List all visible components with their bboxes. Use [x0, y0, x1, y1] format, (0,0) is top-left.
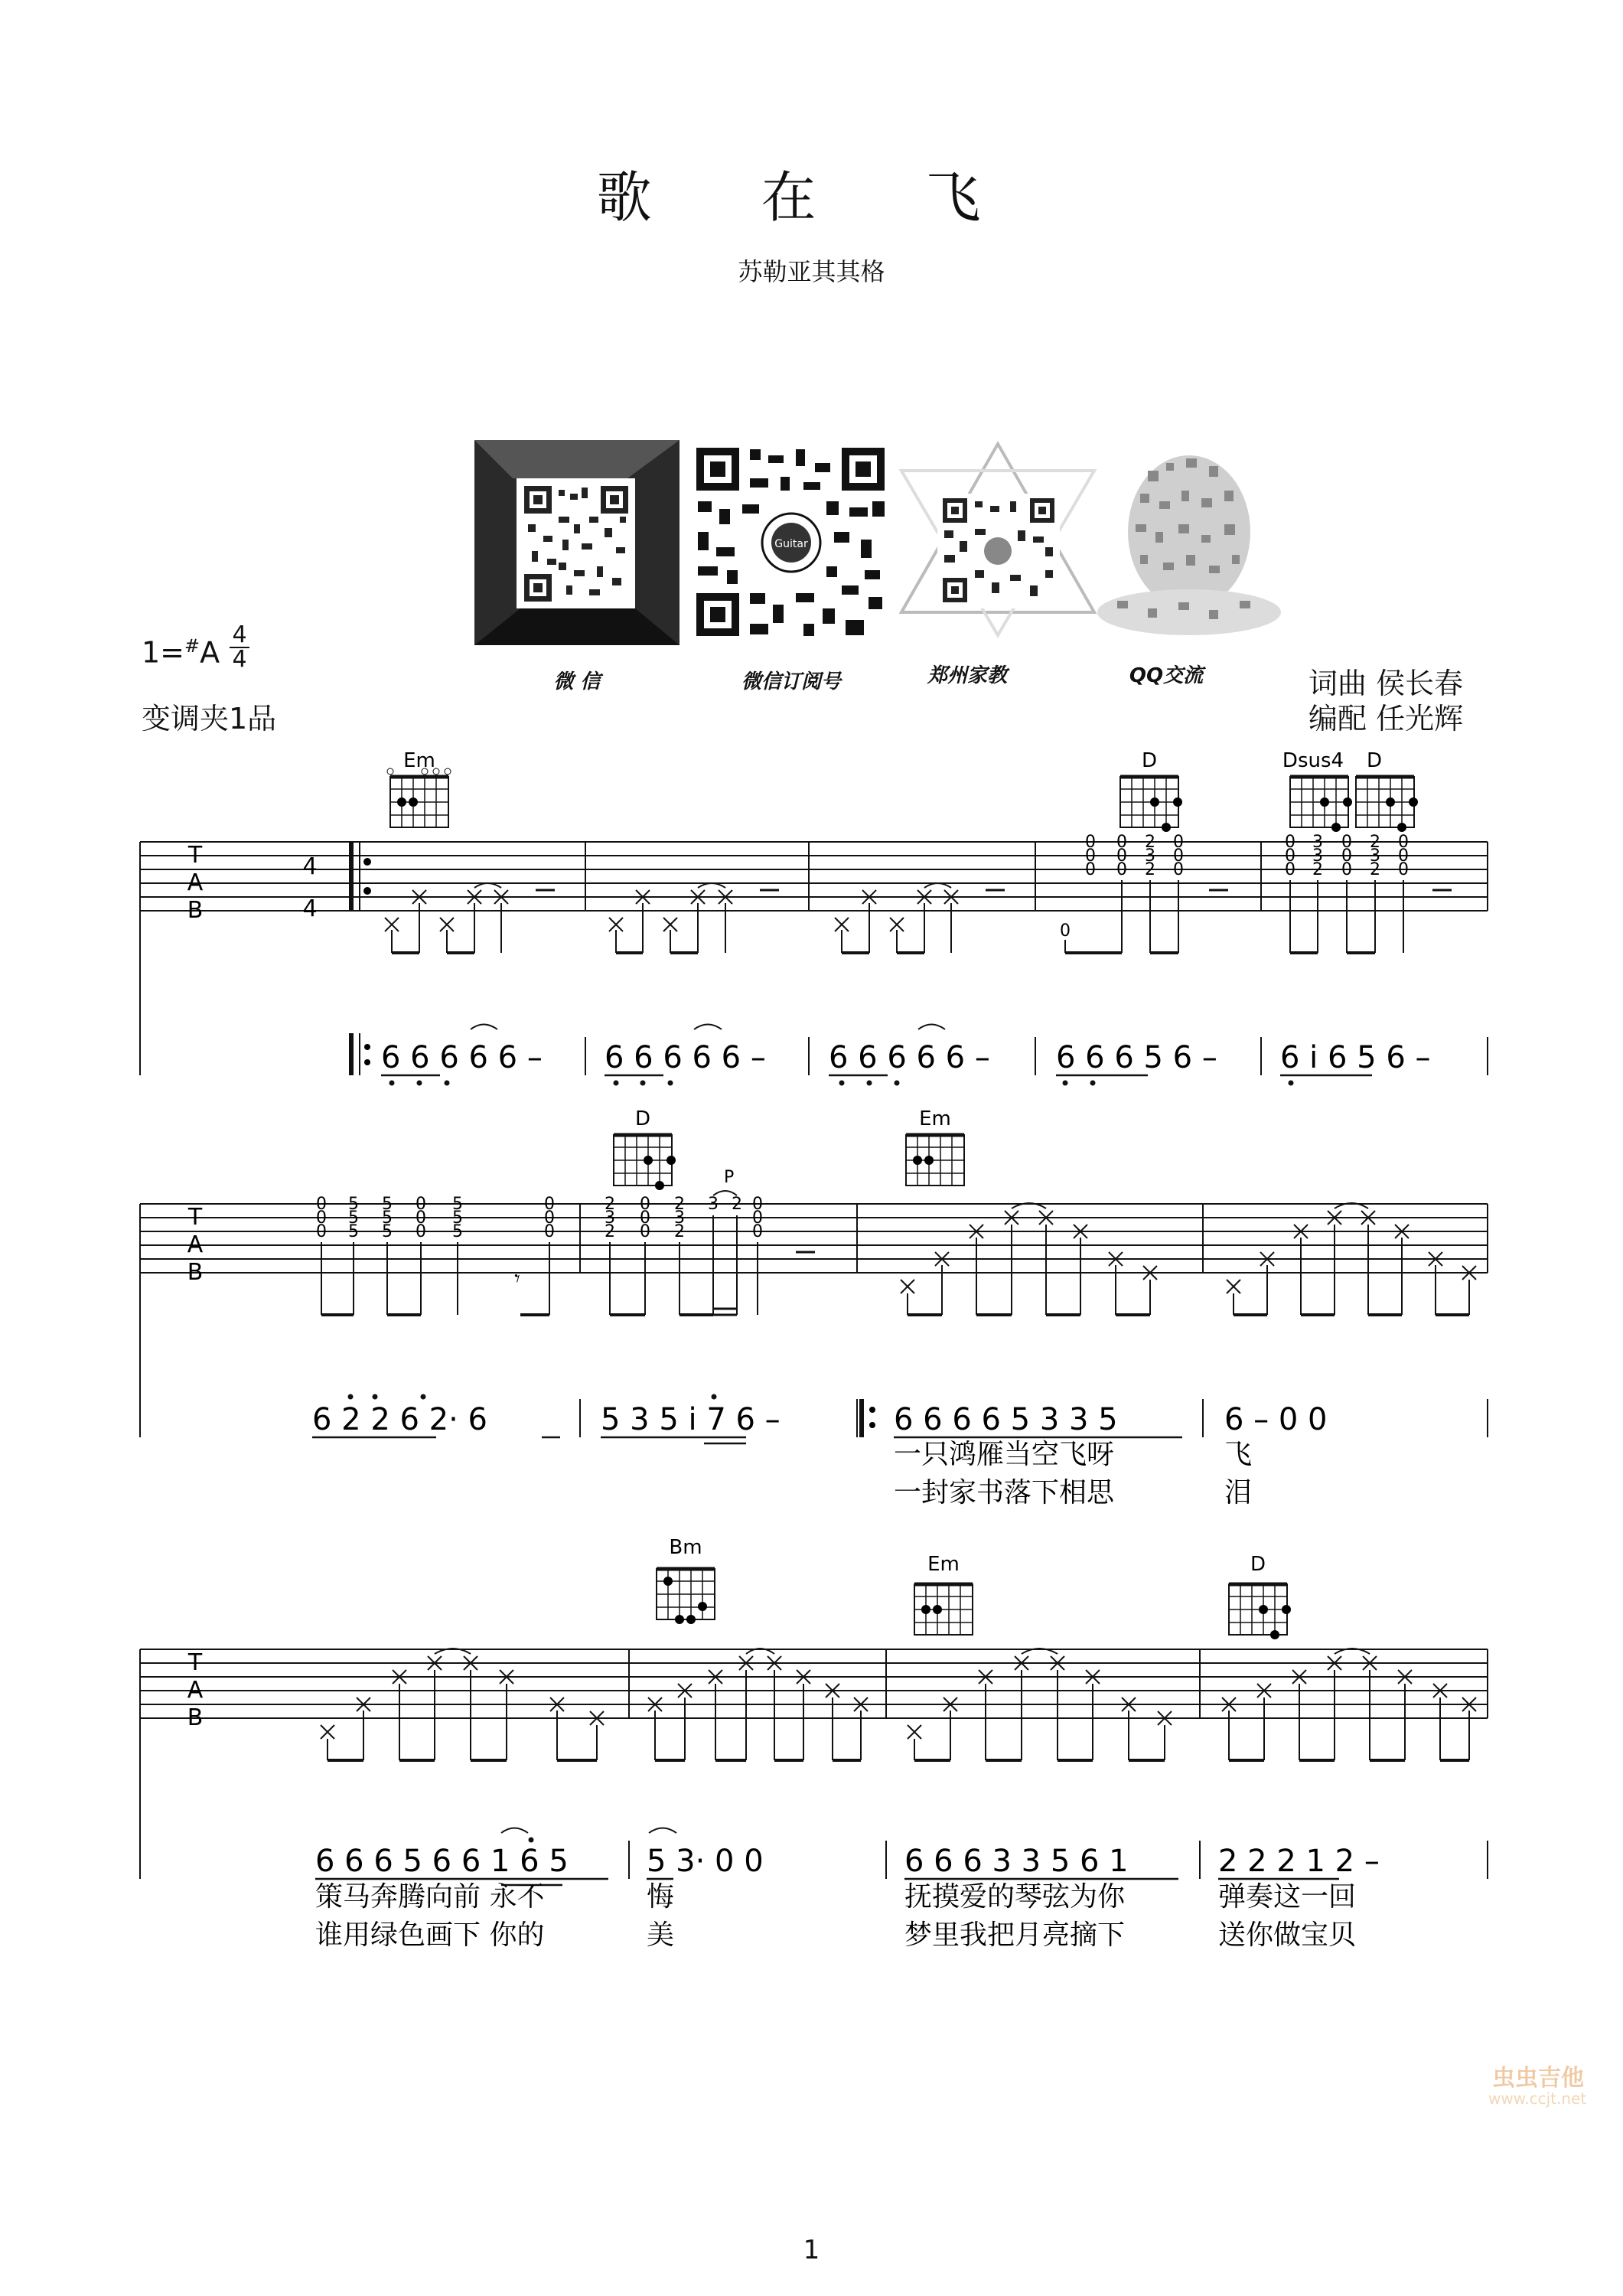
key-signature: 1=#A	[142, 635, 220, 670]
svg-text:B: B	[187, 1259, 204, 1286]
credit-arrangement: 编配 任光辉	[1309, 702, 1464, 735]
numbered-row-2	[312, 1394, 1488, 1509]
svg-text:0: 0	[1085, 846, 1096, 866]
svg-text:2: 2	[674, 1222, 685, 1241]
svg-text:0: 0	[752, 1195, 763, 1214]
svg-text:3: 3	[1312, 846, 1323, 866]
svg-text:5: 5	[382, 1222, 393, 1241]
lyric-line: 飞	[1224, 1439, 1253, 1470]
numbered-measure: 6 6 6 3 3 5 6 1	[904, 1844, 1129, 1879]
chord-em-2	[906, 1107, 964, 1186]
svg-text:0: 0	[1085, 833, 1096, 852]
numbered-row-3	[315, 1828, 1488, 1952]
chord-d-1b	[1356, 749, 1418, 832]
measure-5	[1285, 833, 1452, 953]
chord-d-1	[1120, 749, 1182, 832]
svg-text:Bm: Bm	[669, 1536, 702, 1559]
svg-text:0: 0	[1173, 846, 1184, 866]
capo: 变调夹1品	[142, 702, 277, 735]
lyric-line: 一只鸿雁当空飞呀	[894, 1439, 1115, 1470]
svg-text:0: 0	[544, 1208, 555, 1228]
lyric-line: 谁用绿色画下 你的	[315, 1919, 545, 1951]
svg-text:B: B	[187, 1704, 204, 1731]
svg-text:0: 0	[1398, 846, 1409, 866]
svg-text:0: 0	[1285, 846, 1295, 866]
numbered-row-1	[351, 1025, 1488, 1086]
numbered-measure: 6 6 6 6 6 –	[381, 1040, 543, 1075]
qr-label-qq: QQ交流	[1129, 664, 1204, 687]
svg-text:2: 2	[1312, 860, 1323, 879]
time-signature: 4 4	[230, 624, 249, 671]
svg-text:5: 5	[452, 1195, 463, 1214]
watermark-logo: 虫虫吉他	[1492, 2065, 1584, 2092]
lyric-line: 策马奔腾向前 永不	[315, 1881, 545, 1913]
measure-2	[609, 883, 779, 953]
svg-text:5: 5	[348, 1222, 359, 1241]
svg-text:D: D	[1366, 749, 1383, 772]
svg-text:0: 0	[1060, 921, 1071, 941]
svg-text:T: T	[187, 1204, 203, 1231]
numbered-measure: 6 – 0 0	[1224, 1402, 1328, 1437]
credit-lyrics-music: 词曲 侯长春	[1309, 667, 1464, 700]
lyric-line: 一封家书落下相思	[894, 1477, 1115, 1508]
svg-text:2: 2	[605, 1195, 615, 1214]
svg-text:0: 0	[416, 1195, 426, 1214]
watermark-url: www.ccjt.net	[1488, 2089, 1587, 2108]
lyric-line: 悔	[647, 1881, 675, 1913]
svg-text:0: 0	[1285, 860, 1295, 879]
svg-text:3: 3	[1370, 846, 1380, 866]
qr-label-zhengzhou: 郑州家教	[927, 664, 1007, 687]
svg-text:B: B	[187, 897, 204, 924]
pull-off-mark: P	[724, 1168, 735, 1187]
measure-4	[1060, 833, 1228, 953]
chord-bm	[657, 1536, 715, 1624]
numbered-measure: 6 i 6 5 6 –	[1280, 1040, 1431, 1075]
svg-text:0: 0	[1398, 833, 1409, 852]
svg-text:T: T	[187, 842, 203, 869]
measure-6	[316, 1195, 555, 1315]
svg-text:2: 2	[674, 1195, 685, 1214]
system-3	[140, 1536, 1488, 1951]
measure-3	[835, 883, 1005, 953]
svg-text:T: T	[187, 1649, 203, 1676]
numbered-measure: 2 2 2 1 2 –	[1218, 1844, 1380, 1879]
numbered-measure: 6 6 6 5 6 –	[1056, 1040, 1217, 1075]
numbered-measure: 6 6 6 6 6 –	[605, 1040, 766, 1075]
chord-dsus4	[1282, 749, 1352, 832]
svg-text:0: 0	[316, 1208, 327, 1228]
svg-text:2: 2	[1370, 860, 1380, 879]
numbered-measure: 6 6 6 5 6 6 1 6 5	[315, 1844, 569, 1879]
svg-text:Dsus4: Dsus4	[1282, 749, 1344, 772]
svg-text:3: 3	[708, 1195, 719, 1214]
svg-text:Em: Em	[919, 1107, 951, 1130]
svg-text:3: 3	[1145, 846, 1155, 866]
qr-label-subscription: 微信订阅号	[741, 670, 841, 693]
svg-text:0: 0	[1116, 860, 1127, 879]
svg-text:2: 2	[1145, 860, 1155, 879]
system-2	[140, 1107, 1488, 1508]
svg-text:0: 0	[316, 1222, 327, 1241]
svg-text:5: 5	[452, 1208, 463, 1228]
numbered-measure: 6 2 2 6 2· 6	[312, 1402, 487, 1437]
page-title: 歌 在 飞	[596, 165, 1027, 230]
svg-text:5: 5	[452, 1222, 463, 1241]
lyric-line: 送你做宝贝	[1218, 1919, 1357, 1951]
svg-text:0: 0	[1085, 860, 1096, 879]
lyric-line: 抚摸爱的琴弦为你	[904, 1881, 1126, 1913]
svg-text:0: 0	[1285, 833, 1295, 852]
svg-text:D: D	[1250, 1553, 1266, 1576]
svg-text:0: 0	[752, 1208, 763, 1228]
svg-text:0: 0	[1341, 846, 1352, 866]
lyric-line: 弹奏这一回	[1218, 1881, 1357, 1913]
svg-text:5: 5	[382, 1195, 393, 1214]
chord-name: Em	[403, 749, 435, 772]
svg-text:5: 5	[348, 1208, 359, 1228]
measure-7	[605, 1191, 815, 1315]
numbered-measure: 5 3 5 i 7 6 –	[601, 1402, 781, 1437]
lyric-line: 泪	[1224, 1477, 1253, 1508]
svg-text:3: 3	[674, 1208, 685, 1228]
chord-d-2	[614, 1107, 676, 1190]
svg-text:A: A	[187, 869, 204, 896]
measure-1	[385, 883, 555, 953]
svg-text:0: 0	[416, 1208, 426, 1228]
svg-text:0: 0	[1398, 860, 1409, 879]
svg-text:0: 0	[416, 1222, 426, 1241]
svg-text:3: 3	[605, 1208, 615, 1228]
lyric-line: 梦里我把月亮摘下	[904, 1919, 1126, 1951]
svg-text:𝄾: 𝄾	[514, 1266, 520, 1291]
svg-text:5: 5	[382, 1208, 393, 1228]
page-number: 1	[803, 2235, 820, 2265]
svg-text:0: 0	[1116, 846, 1127, 866]
svg-text:0: 0	[1173, 860, 1184, 879]
svg-text:Em: Em	[927, 1553, 960, 1576]
svg-text:4: 4	[302, 895, 318, 922]
svg-text:0: 0	[640, 1222, 650, 1241]
chord-em-1	[387, 749, 451, 827]
svg-text:0: 0	[752, 1222, 763, 1241]
svg-text:0: 0	[316, 1195, 327, 1214]
lyric-line: 美	[647, 1919, 675, 1951]
svg-text:2: 2	[732, 1195, 742, 1214]
svg-text:A: A	[187, 1677, 204, 1704]
numbered-measure: 6 6 6 6 5 3 3 5	[894, 1402, 1118, 1437]
svg-text:0: 0	[1341, 833, 1352, 852]
qr-label-wechat: 微 信	[553, 670, 601, 693]
svg-text:0: 0	[640, 1208, 650, 1228]
system-1	[140, 749, 1488, 1086]
svg-text:A: A	[187, 1231, 204, 1258]
svg-text:2: 2	[1145, 833, 1155, 852]
svg-text:2: 2	[605, 1222, 615, 1241]
svg-text:D: D	[634, 1107, 651, 1130]
chord-em-3	[914, 1553, 973, 1635]
svg-text:0: 0	[1173, 833, 1184, 852]
svg-text:4: 4	[302, 853, 318, 880]
artist: 苏勒亚其其格	[738, 257, 885, 286]
svg-text:2: 2	[1370, 833, 1380, 852]
numbered-measure: 6 6 6 6 6 –	[829, 1040, 990, 1075]
svg-text:0: 0	[544, 1222, 555, 1241]
svg-text:5: 5	[348, 1195, 359, 1214]
svg-text:0: 0	[640, 1195, 650, 1214]
svg-text:D: D	[1141, 749, 1158, 772]
numbered-measure: 5 3· 0 0	[647, 1844, 764, 1879]
svg-text:0: 0	[1116, 833, 1127, 852]
svg-text:0: 0	[544, 1195, 555, 1214]
svg-text:3: 3	[1312, 833, 1323, 852]
chord-d-3	[1229, 1553, 1291, 1639]
svg-text:Guitar: Guitar	[774, 538, 808, 550]
svg-text:0: 0	[1341, 860, 1352, 879]
